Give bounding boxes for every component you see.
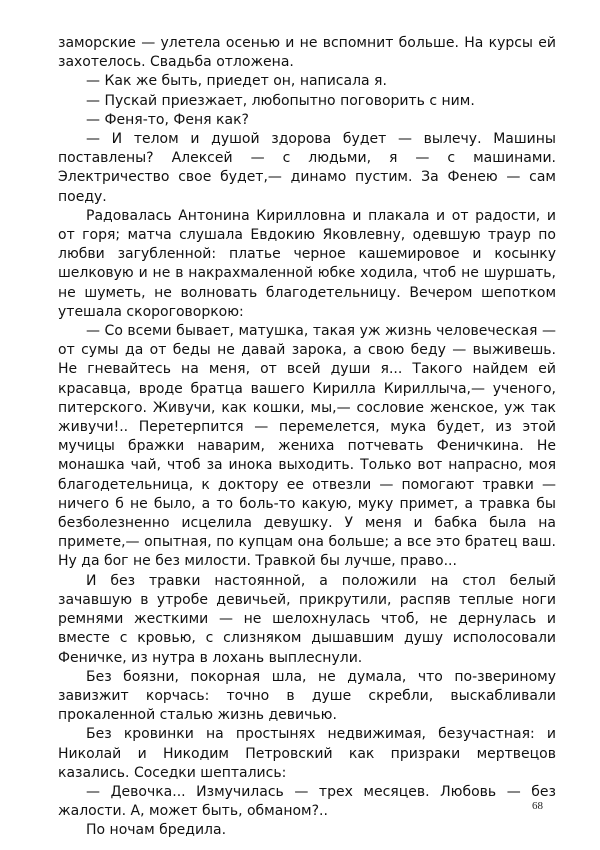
paragraph: — И телом и душой здорова будет — вылечу. Машины поставлены? Алексей — с людьми, я — с машинами. Электричество свое будет,— динамо пустим. За Фенею — сам поеду. [58, 131, 556, 205]
paragraph: заморские — улетела осенью и не вспомнит больше. На курсы ей захотелось. Свадьба отложена. [58, 35, 556, 71]
page-number: 68 [532, 800, 543, 812]
paragraph: И без травки настоянной, а положили на стол белый зачавшую в утробе девичьей, прикрутили, распяв теплые ноги ремнями жесткими — не шелохнулась чтоб, не дернулась и вместе с кровью, с слизняком дышавшим душу исполосовали Феничке, из нутра в лохань выплеснули. [58, 572, 556, 666]
paragraph: — Как же быть, приедет он, написала я. [86, 73, 387, 90]
paragraph: Без боязни, покорная шла, не думала, что по-звериному завизжит корчась: точно в душе скребли, выскабливали прокаленной сталью жизнь девичью. [58, 668, 556, 724]
paragraph: — Феня-то, Феня как? [86, 111, 249, 128]
paragraph: По ночам бредила. [86, 822, 227, 839]
paragraph: — Пускай приезжает, любопытно поговорить с ним. [86, 92, 475, 109]
paragraph: Без кровинки на простынях недвижимая, безучастная: и Николай и Никодим Петровский как призраки мертвецов казались. Соседки шептались: [58, 726, 556, 781]
paragraph: Радовалась Антонина Кирилловна и плакала и от радости, и от горя; матча слушала Евдокию Яковлевну, одевшую траур по любви загубленной: платье черное кашемировое и косынку шелковую и не в накрахмаленной юбке ходила, чтоб не шуршать, не шуметь, не волновать благодетельницу. Вечером шепотком утешала скороговоркою: [58, 207, 556, 320]
page-text [58, 34, 556, 841]
paragraph: — Девочка... Измучилась — трех месяцев. Любовь — без жалости. А, может быть, обманом?.. [58, 783, 556, 820]
paragraph: — Со всеми бывает, матушка, такая уж жизнь человеческая — от сумы да от беды не давай зарока, а свою беду — выживешь. Не гневайтесь на меня, от всей души я... Такого найдем ей красавца, вроде братца вашего Кирилла Кириллыча,— ученого, питерского. Живучи, как кошки, мы,— сословие женское, уж так живучи!.. Перетерпится — перемелется, мука будет, из этой мучицы бражки наварим, жениха потчевать Феничкина. Не монашка чай, чтоб за инока выходить. Только вот напрасно, моя благодетельница, к доктору ее отвезли — помогают травки — ничего б не было, а то боль-то какую, муку примет, а травка бы безболезненно исцелила девушку. У меня и бабка была на примете,— опытная, по купцам она больше; а все это братец ваш. Ну да бог не без милости. Травкой бы лучше, право... [58, 323, 556, 570]
